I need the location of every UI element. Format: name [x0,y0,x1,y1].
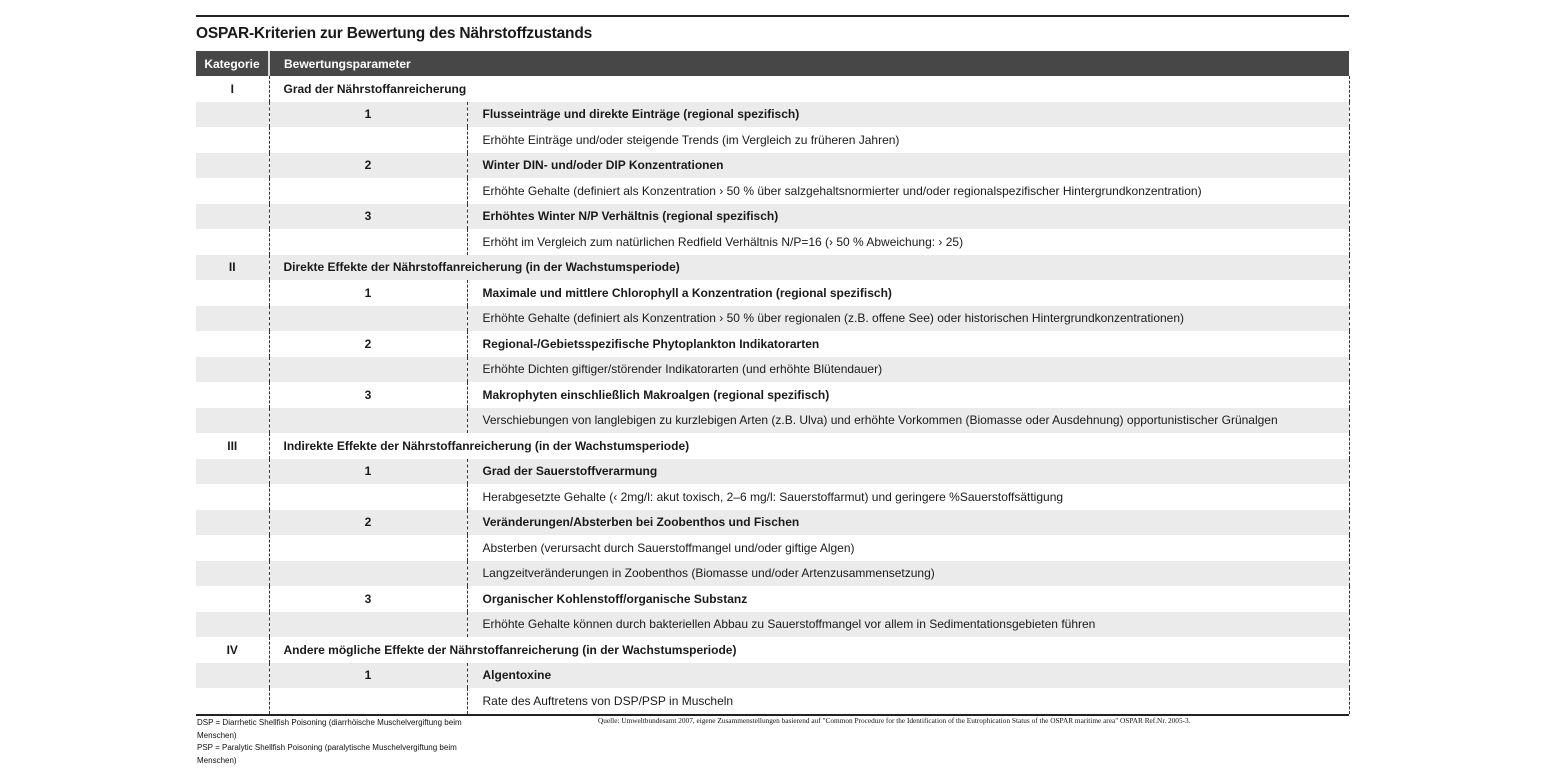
parameter-name: Maximale und mittlere Chlorophyll a Konzentration (regional spezifisch) [467,280,1349,306]
empty-cell [269,535,467,561]
parameter-name: Algentoxine [467,663,1349,689]
parameter-row [196,586,1349,612]
detail-row [196,612,1349,638]
empty-cell [196,510,269,536]
top-rule [196,15,1349,17]
parameter-name: Organischer Kohlenstoff/organische Substanz [467,586,1349,612]
empty-cell [196,204,269,230]
detail-row [196,306,1349,332]
parameter-detail: Herabgesetzte Gehalte (‹ 2mg/l: akut toxisch, 2–6 mg/l: Sauerstoffarmut) und geringere %Sauerstoffsättigung [467,484,1349,510]
empty-cell [269,229,467,255]
parameter-number: 1 [269,663,467,689]
detail-row [196,178,1349,204]
parameter-detail: Erhöhte Gehalte (definiert als Konzentration › 50 % über regionalen (z.B. offene See) oder historischen Hintergrundkonzentrationen) [467,306,1349,332]
source-note: Quelle: Umweltbundesamt 2007, eigene Zusammenstellungen basierend auf "Common Procedure for the Identification of the Eutrophication Status of the OSPAR maritime area" OSPAR Ref.Nr. 2005-3. [598,716,1191,725]
footnotes [197,717,487,767]
empty-cell [196,408,269,434]
empty-cell [269,688,467,714]
parameter-detail: Erhöhte Gehalte (definiert als Konzentration › 50 % über salzgehaltsnormierter und/oder regionalspezifischer Hintergrundkonzentration) [467,178,1349,204]
parameter-detail: Verschiebungen von langlebigen zu kurzlebigen Arten (z.B. Ulva) und erhöhte Vorkommen (Biomasse oder Ausdehnung) opportunistischer Grünalgen [467,408,1349,434]
parameter-name: Flusseinträge und direkte Einträge (regional spezifisch) [467,102,1349,128]
parameter-detail: Erhöhte Gehalte können durch bakteriellen Abbau zu Sauerstoffmangel vor allem in Sedimentationsgebieten führen [467,612,1349,638]
parameter-detail: Erhöhte Dichten giftiger/störender Indikatorarten (und erhöhte Blütendauer) [467,357,1349,383]
parameter-name: Grad der Sauerstoffverarmung [467,459,1349,485]
empty-cell [269,178,467,204]
parameter-row [196,459,1349,485]
detail-row [196,127,1349,153]
category-roman: II [196,255,269,281]
parameter-name: Regional-/Gebietsspezifische Phytoplankton Indikatorarten [467,331,1349,357]
empty-cell [196,612,269,638]
parameter-detail: Erhöhte Einträge und/oder steigende Trends (im Vergleich zu früheren Jahren) [467,127,1349,153]
parameter-row [196,382,1349,408]
table-header-row [196,51,1349,76]
empty-cell [269,306,467,332]
parameter-number: 2 [269,153,467,179]
parameter-name: Erhöhtes Winter N/P Verhältnis (regional spezifisch) [467,204,1349,230]
empty-cell [196,178,269,204]
empty-cell [196,688,269,714]
empty-cell [196,229,269,255]
criteria-table [196,51,1350,714]
category-row [196,76,1349,102]
empty-cell [196,382,269,408]
detail-row [196,408,1349,434]
parameter-number: 2 [269,510,467,536]
empty-cell [269,127,467,153]
parameter-number: 3 [269,382,467,408]
parameter-row [196,663,1349,689]
empty-cell [269,484,467,510]
header-bewertungsparameter: Bewertungsparameter [269,51,1349,76]
empty-cell [196,153,269,179]
parameter-name: Veränderungen/Absterben bei Zoobenthos und Fischen [467,510,1349,536]
category-title: Indirekte Effekte der Nährstoffanreicherung (in der Wachstumsperiode) [269,433,1349,459]
page-title: OSPAR-Kriterien zur Bewertung des Nährstoffzustands [196,25,593,42]
parameter-row [196,204,1349,230]
category-title: Andere mögliche Effekte der Nährstoffanreicherung (in der Wachstumsperiode) [269,637,1349,663]
parameter-number: 1 [269,459,467,485]
parameter-row [196,331,1349,357]
parameter-number: 2 [269,331,467,357]
detail-row [196,561,1349,587]
detail-row [196,229,1349,255]
detail-row [196,357,1349,383]
parameter-name: Makrophyten einschließlich Makroalgen (regional spezifisch) [467,382,1349,408]
parameter-number: 3 [269,204,467,230]
detail-row [196,535,1349,561]
empty-cell [196,561,269,587]
empty-cell [196,484,269,510]
parameter-row [196,280,1349,306]
empty-cell [196,459,269,485]
header-kategorie: Kategorie [196,51,269,76]
footnote-psp: PSP = Paralytic Shellfish Poisoning (paralytische Muschelvergiftung beim Menschen) [197,743,457,765]
empty-cell [196,663,269,689]
parameter-number: 1 [269,102,467,128]
footnote-dsp: DSP = Diarrhetic Shellfish Poisoning (diarrhöische Muschelvergiftung beim Menschen) [197,718,462,740]
category-roman: IV [196,637,269,663]
detail-row [196,484,1349,510]
empty-cell [196,357,269,383]
table-frame [196,15,1349,716]
empty-cell [196,586,269,612]
category-row [196,255,1349,281]
empty-cell [269,561,467,587]
empty-cell [269,612,467,638]
parameter-detail: Erhöht im Vergleich zum natürlichen Redfield Verhältnis N/P=16 (› 50 % Abweichung: › 25) [467,229,1349,255]
empty-cell [196,306,269,332]
empty-cell [196,280,269,306]
parameter-detail: Absterben (verursacht durch Sauerstoffmangel und/oder giftige Algen) [467,535,1349,561]
parameter-detail: Rate des Auftretens von DSP/PSP in Muscheln [467,688,1349,714]
parameter-row [196,102,1349,128]
detail-row [196,688,1349,714]
parameter-name: Winter DIN- und/oder DIP Konzentrationen [467,153,1349,179]
category-row [196,637,1349,663]
category-title: Direkte Effekte der Nährstoffanreicherung (in der Wachstumsperiode) [269,255,1349,281]
empty-cell [269,357,467,383]
category-roman: III [196,433,269,459]
empty-cell [196,102,269,128]
table-body [196,76,1349,714]
parameter-number: 3 [269,586,467,612]
parameter-detail: Langzeitveränderungen in Zoobenthos (Biomasse und/oder Artenzusammensetzung) [467,561,1349,587]
category-row [196,433,1349,459]
empty-cell [196,331,269,357]
category-title: Grad der Nährstoffanreicherung [269,76,1349,102]
empty-cell [196,127,269,153]
parameter-row [196,510,1349,536]
empty-cell [196,535,269,561]
parameter-number: 1 [269,280,467,306]
parameter-row [196,153,1349,179]
empty-cell [269,408,467,434]
category-roman: I [196,76,269,102]
